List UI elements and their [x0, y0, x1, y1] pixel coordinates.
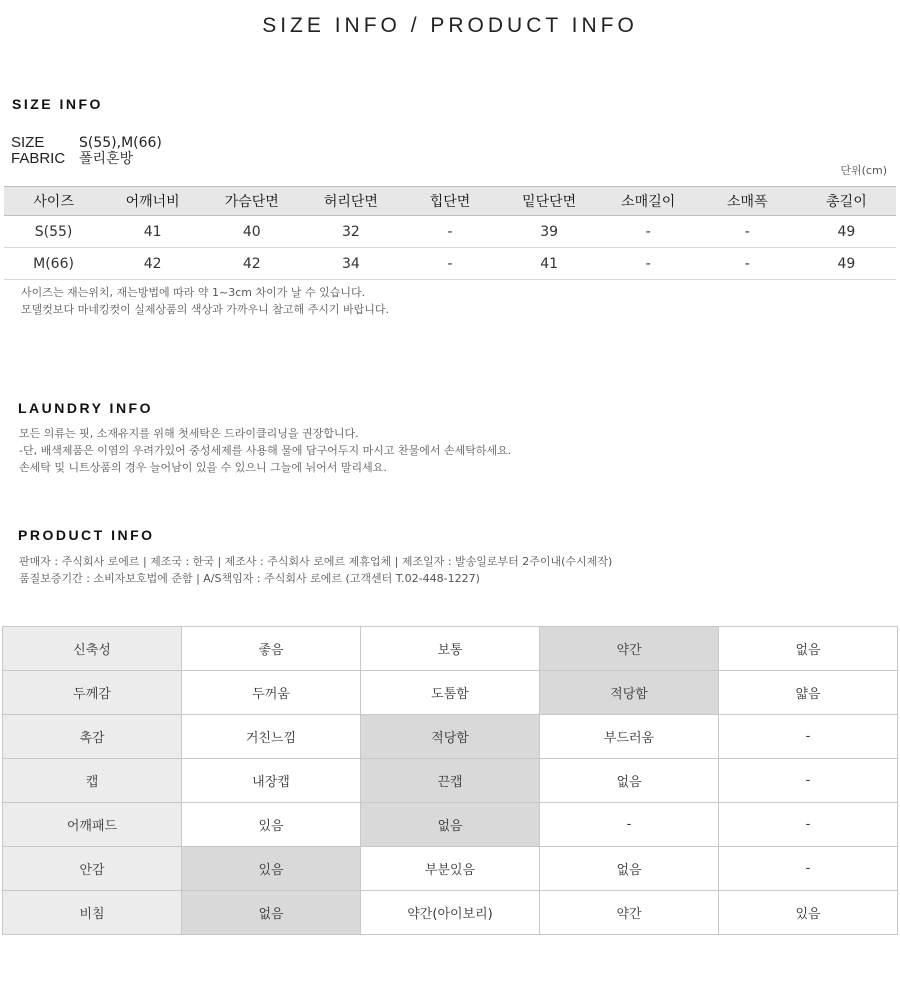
table-cell: -	[400, 248, 499, 280]
attribute-label: 두께감	[3, 671, 182, 715]
fabric-attribute-table	[2, 626, 898, 935]
table-cell: 32	[301, 216, 400, 248]
size-note-line: 모델컷보다 마네킹컷이 실제상품의 색상과 가까우니 참고해 주시기 바랍니다.	[21, 303, 390, 316]
unit-label: 단위(cm)	[840, 164, 887, 177]
attribute-option: -	[540, 803, 719, 847]
column-header: 소매길이	[599, 187, 698, 216]
table-cell: 49	[797, 216, 896, 248]
attribute-option: 약간(아이보리)	[361, 891, 540, 935]
attribute-option: 부드러움	[540, 715, 719, 759]
column-header: 허리단면	[301, 187, 400, 216]
table-cell: 41	[103, 216, 202, 248]
attribute-row-sheerness	[3, 891, 898, 935]
attribute-row-stretch	[3, 627, 898, 671]
attribute-row-lining	[3, 847, 898, 891]
table-cell: 34	[301, 248, 400, 280]
column-header: 가슴단면	[202, 187, 301, 216]
fabric-spec	[11, 151, 133, 167]
attribute-option: 있음	[719, 891, 898, 935]
attribute-option-selected: 약간	[540, 627, 719, 671]
product-info-heading: PRODUCT INFO	[18, 527, 155, 543]
table-row	[4, 248, 896, 280]
table-cell: -	[400, 216, 499, 248]
table-cell: -	[599, 216, 698, 248]
attribute-option: 보통	[361, 627, 540, 671]
attribute-option: 얇음	[719, 671, 898, 715]
table-cell: S(55)	[4, 216, 103, 248]
fabric-label: FABRIC	[11, 150, 66, 167]
table-cell: 40	[202, 216, 301, 248]
table-cell: 42	[103, 248, 202, 280]
table-cell: 49	[797, 248, 896, 280]
product-line: 판매자 : 주식회사 로에르 | 제조국 : 한국 | 제조사 : 주식회사 로에르 제휴업체 | 제조일자 : 발송일로부터 2주이내(수시제작)	[19, 555, 613, 568]
attribute-row-cup	[3, 759, 898, 803]
size-label: SIZE	[11, 134, 45, 151]
column-header: 사이즈	[4, 187, 103, 216]
attribute-option: 부분있음	[361, 847, 540, 891]
column-header: 총길이	[797, 187, 896, 216]
product-line: 품질보증기간 : 소비자보호법에 준함 | A/S책임자 : 주식회사 로에르 (고객센터 T.02-448-1227)	[19, 572, 480, 585]
laundry-notes	[19, 425, 511, 476]
laundry-line: 손세탁 및 니트상품의 경우 늘어남이 있을 수 있으니 그늘에 뉘어서 말리세요.	[19, 461, 387, 474]
size-table-header	[4, 187, 896, 216]
attribute-option-selected: 없음	[361, 803, 540, 847]
attribute-option-selected: 끈캡	[361, 759, 540, 803]
attribute-label: 캡	[3, 759, 182, 803]
attribute-label: 비침	[3, 891, 182, 935]
product-notes	[19, 553, 612, 587]
attribute-option: 내장캡	[182, 759, 361, 803]
table-cell: 41	[500, 248, 599, 280]
table-cell: -	[698, 248, 797, 280]
table-cell: 39	[500, 216, 599, 248]
size-note-line: 사이즈는 재는위치, 재는방법에 따라 약 1~3cm 차이가 날 수 있습니다.	[21, 286, 366, 299]
attribute-option: 있음	[182, 803, 361, 847]
attribute-option: -	[719, 715, 898, 759]
attribute-label: 안감	[3, 847, 182, 891]
table-cell: 42	[202, 248, 301, 280]
attribute-option: 거친느낌	[182, 715, 361, 759]
column-header: 힙단면	[400, 187, 499, 216]
attribute-row-thickness	[3, 671, 898, 715]
attribute-option-selected: 있음	[182, 847, 361, 891]
size-value: S(55),M(66)	[79, 135, 162, 151]
table-row	[4, 216, 896, 248]
attribute-option-selected: 없음	[182, 891, 361, 935]
attribute-option: 없음	[540, 847, 719, 891]
table-cell: -	[599, 248, 698, 280]
fabric-value: 폴리혼방	[79, 151, 134, 167]
table-cell: -	[698, 216, 797, 248]
attribute-option: -	[719, 759, 898, 803]
laundry-line: -단, 배색제품은 이염의 우려가있어 중성세제를 사용해 물에 담구어두지 마시고 찬물에서 손세탁하세요.	[19, 444, 512, 457]
attribute-option: 없음	[540, 759, 719, 803]
attribute-option-selected: 적당함	[361, 715, 540, 759]
laundry-info-heading: LAUNDRY INFO	[18, 400, 153, 416]
attribute-label: 어깨패드	[3, 803, 182, 847]
attribute-option: 약간	[540, 891, 719, 935]
page-title: SIZE INFO / PRODUCT INFO	[262, 14, 638, 37]
size-info-heading: SIZE INFO	[12, 96, 103, 112]
attribute-option: 좋음	[182, 627, 361, 671]
column-header: 소매폭	[698, 187, 797, 216]
attribute-row-texture	[3, 715, 898, 759]
attribute-option: -	[719, 847, 898, 891]
attribute-option: 두꺼움	[182, 671, 361, 715]
size-table	[4, 186, 896, 280]
attribute-option: 도톰함	[361, 671, 540, 715]
attribute-option-selected: 적당함	[540, 671, 719, 715]
size-notes	[21, 284, 389, 318]
table-cell: M(66)	[4, 248, 103, 280]
attribute-option: 없음	[719, 627, 898, 671]
attribute-option: -	[719, 803, 898, 847]
attribute-row-shoulder-pad	[3, 803, 898, 847]
attribute-label: 촉감	[3, 715, 182, 759]
column-header: 밑단단면	[500, 187, 599, 216]
size-spec	[11, 135, 162, 151]
column-header: 어깨너비	[103, 187, 202, 216]
laundry-line: 모든 의류는 핏, 소재유지를 위해 첫세탁은 드라이클리닝을 권장합니다.	[19, 427, 359, 440]
attribute-label: 신축성	[3, 627, 182, 671]
